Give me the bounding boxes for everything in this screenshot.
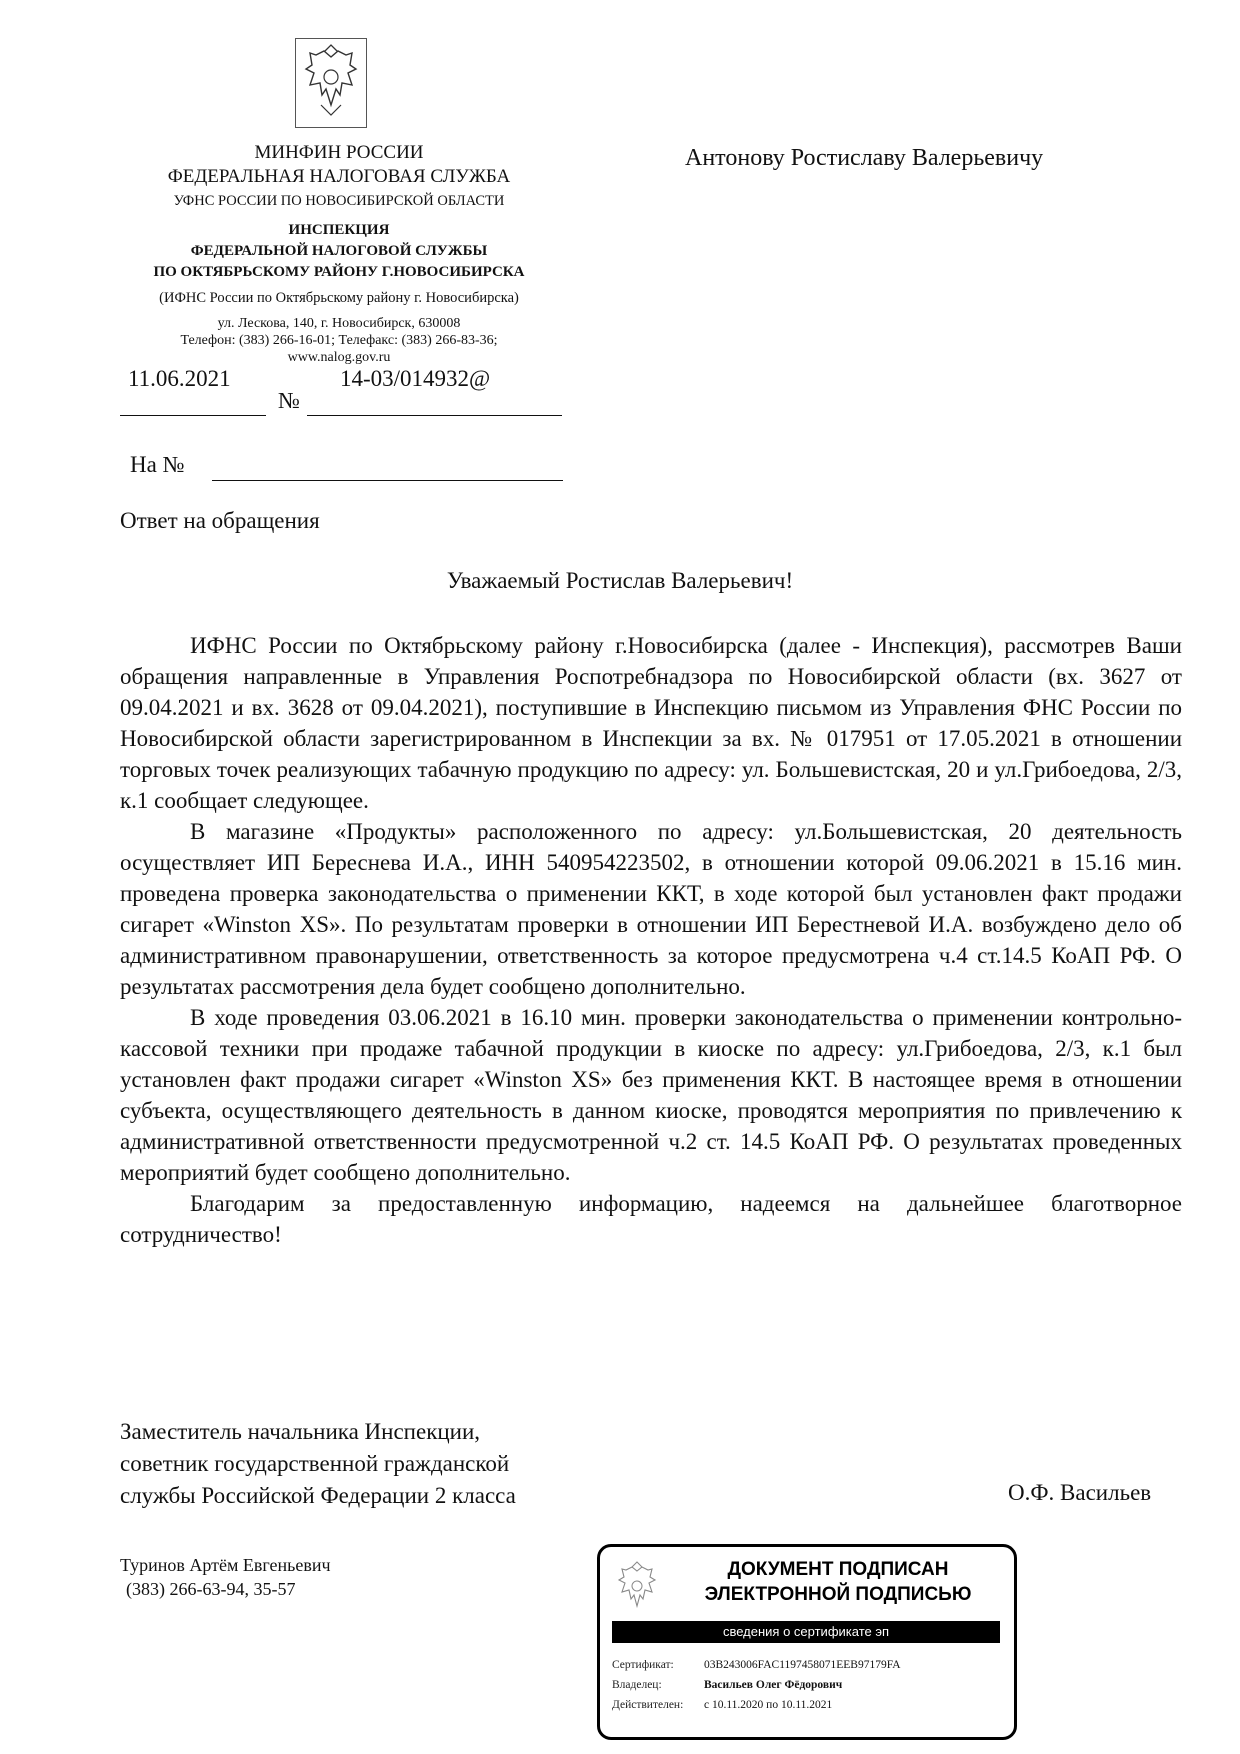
coat-of-arms-icon bbox=[295, 38, 367, 128]
ministry-name: МИНФИН РОССИИ bbox=[254, 142, 424, 163]
electronic-signature-stamp bbox=[597, 1544, 1017, 1740]
inspection-line-1: ИНСПЕКЦИЯ bbox=[288, 222, 390, 238]
inspection-short-name: (ИФНС России по Октябрьскому району г. Новосибирска) bbox=[159, 290, 519, 306]
executor-phones: (383) 266-63-94, 35-57 bbox=[126, 1579, 296, 1599]
paragraph: В магазине «Продукты» расположенного по адресу: ул.Большевистская, 20 деятельность осуществляет ИП Береснева И.А., ИНН 540954223502, в отношении которой 09.06.2021 в 15.16 мин. проведена проверка законодательства о применении ККТ, в ходе которой был установлен факт продажи сигарет «Winston XS». По результатам проверки в отношении ИП Берестневой И.А. возбуждено дело об административном правонарушении, ответственность за которое предусмотрена ч.4 ст.14.5 КоАП РФ. О результатах рассмотрения дела будет сообщено дополнительно. bbox=[120, 819, 1182, 999]
signer-name: О.Ф. Васильев bbox=[1008, 1480, 1152, 1505]
inspection-website: www.nalog.gov.ru bbox=[287, 350, 391, 365]
certificate-label: Сертификат: bbox=[612, 1659, 674, 1671]
validity-label: Действителен: bbox=[612, 1699, 684, 1711]
certificate-value: 03B243006FAC1197458071EEB97179FA bbox=[704, 1659, 901, 1671]
inspection-phones: Телефон: (383) 266-16-01; Телефакс: (383) 266-83-36; bbox=[180, 333, 498, 348]
letter-subject: Ответ на обращения bbox=[120, 508, 320, 533]
validity-value: с 10.11.2020 по 10.11.2021 bbox=[704, 1699, 833, 1711]
regional-office: УФНС РОССИИ ПО НОВОСИБИРСКОЙ ОБЛАСТИ bbox=[173, 193, 505, 209]
signer-position-line: службы Российской Федерации 2 класса bbox=[120, 1483, 516, 1508]
reply-to-underline bbox=[212, 480, 563, 481]
letter-date: 11.06.2021 bbox=[128, 366, 231, 391]
stamp-title-line: ЭЛЕКТРОННОЙ ПОДПИСЬЮ bbox=[704, 1584, 972, 1605]
recipient-name: Антонову Ростиславу Валерьевичу bbox=[685, 145, 1044, 171]
stamp-title-line: ДОКУМЕНТ ПОДПИСАН bbox=[727, 1559, 949, 1580]
validity-row bbox=[612, 1699, 832, 1711]
reply-to-label: На № bbox=[130, 452, 185, 477]
owner-value: Васильев Олег Фёдорович bbox=[704, 1679, 843, 1691]
executor-name: Туринов Артём Евгеньевич bbox=[120, 1555, 331, 1575]
signer-position-line: Заместитель начальника Инспекции, bbox=[120, 1419, 481, 1444]
signer-position-line: советник государственной гражданской bbox=[120, 1451, 510, 1476]
certificate-info-bar: сведения о сертификате эп bbox=[612, 1621, 1000, 1643]
paragraph: В ходе проведения 03.06.2021 в 16.10 мин. проверки законодательства о применении контрольно-кассовой техники при продаже табачной продукции в киоске по адресу: ул.Грибоедова, 2/3, к.1 был установлен факт продажи сигарет «Winston XS» без применения ККТ. В настоящее время в отношении субъекта, осуществляющего деятельность в данном киоске, проводятся мероприятия по привлечению к административной ответственности предусмотренной ч.2 ст. 14.5 КоАП РФ. О результатах проведенных мероприятий будет сообщено дополнительно. bbox=[120, 1005, 1182, 1185]
number-underline bbox=[307, 415, 562, 416]
stamp-title bbox=[670, 1557, 1006, 1607]
service-name: ФЕДЕРАЛЬНАЯ НАЛОГОВАЯ СЛУЖБА bbox=[167, 166, 511, 187]
executor-contact bbox=[120, 1553, 331, 1601]
inspection-address: ул. Лескова, 140, г. Новосибирск, 630008 bbox=[217, 316, 461, 331]
owner-label: Владелец: bbox=[612, 1679, 662, 1691]
signer-position bbox=[120, 1416, 516, 1512]
owner-row bbox=[612, 1679, 842, 1691]
certificate-row bbox=[612, 1659, 901, 1671]
paragraph: ИФНС России по Октябрьскому району г.Новосибирска (далее - Инспекция), рассмотрев Ваши обращения направленные в Управления Роспотребнадзора по Новосибирской области (вх. 3627 от 09.04.2021 и вх. 3628 от 09.04.2021), поступившие в Инспекцию письмом из Управления ФНС России по Новосибирской области зарегистрированном в Инспекции за вх. № 017951 от 17.05.2021 в отношении торговых точек реализующих табачную продукцию по адресу: ул. Большевистская, 20 и ул.Грибоедова, 2/3, к.1 сообщает следующее. bbox=[120, 633, 1182, 813]
inspection-line-3: ПО ОКТЯБРЬСКОМУ РАЙОНУ Г.НОВОСИБИРСКА bbox=[153, 264, 525, 280]
date-underline bbox=[120, 415, 266, 416]
paragraph: Благодарим за предоставленную информацию, надеемся на дальнейшее благотворное сотрудничество! bbox=[120, 1191, 1182, 1247]
greeting: Уважаемый Ростислав Валерьевич! bbox=[446, 568, 794, 593]
inspection-line-2: ФЕДЕРАЛЬНОЙ НАЛОГОВОЙ СЛУЖБЫ bbox=[190, 243, 488, 259]
number-sign: № bbox=[278, 388, 300, 413]
coat-of-arms-icon bbox=[612, 1559, 662, 1621]
letter-number: 14-03/014932@ bbox=[340, 366, 491, 391]
letter-body bbox=[120, 630, 1182, 1250]
